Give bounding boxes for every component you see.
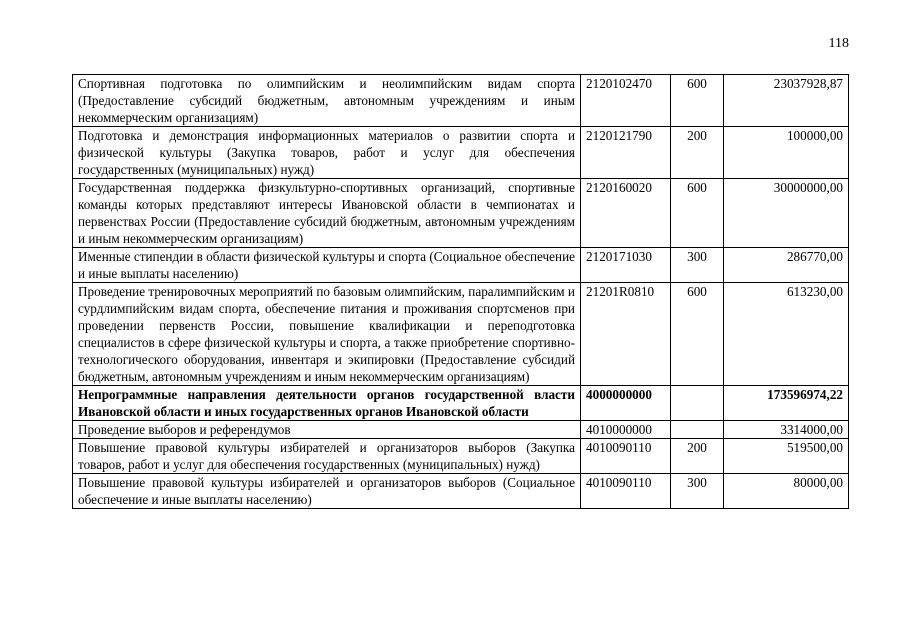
table-row [73, 439, 849, 474]
expense-type-cell [671, 421, 724, 439]
target-code-cell: 4010090110 [581, 439, 671, 474]
expense-type-cell: 600 [671, 75, 724, 127]
expense-type-cell: 600 [671, 283, 724, 386]
expenditure-name-cell: Спортивная подготовка по олимпийским и неолимпийским видам спорта (Предоставление субсидий бюджетным, автономным учреждениям и иным некоммерческим организациям) [73, 75, 581, 127]
amount-cell: 173596974,22 [724, 386, 849, 421]
amount-cell: 3314000,00 [724, 421, 849, 439]
table-row [73, 421, 849, 439]
amount-cell: 100000,00 [724, 127, 849, 179]
target-code-cell: 4000000000 [581, 386, 671, 421]
expenditure-name-cell: Государственная поддержка физкультурно-спортивных организаций, спортивные команды которых представляют интересы Ивановской области в чемпионатах и первенствах России (Предоставление субсидий бюджетным, автономным учреждениям и иным некоммерческим организациям) [73, 179, 581, 248]
expenditure-name-cell: Проведение выборов и референдумов [73, 421, 581, 439]
amount-cell: 80000,00 [724, 474, 849, 509]
expense-type-cell: 600 [671, 179, 724, 248]
amount-cell: 30000000,00 [724, 179, 849, 248]
expenditure-name-cell: Именные стипендии в области физической культуры и спорта (Социальное обеспечение и иные выплаты населению) [73, 248, 581, 283]
budget-table [72, 74, 849, 509]
table-row [73, 75, 849, 127]
amount-cell: 613230,00 [724, 283, 849, 386]
table-row-section-total [73, 386, 849, 421]
expense-type-cell [671, 386, 724, 421]
target-code-cell: 4010090110 [581, 474, 671, 509]
page-number: 118 [828, 36, 849, 51]
expense-type-cell: 200 [671, 439, 724, 474]
expense-type-cell: 300 [671, 248, 724, 283]
expenditure-name-cell: Проведение тренировочных мероприятий по базовым олимпийским, паралимпийским и сурдлимпийским видам спорта, обеспечение питания и проживания спортсменов при проведении первенств России, повышение квалификации и переподготовка специалистов в сфере физической культуры и спорта, а также приобретение спортивно-технологического оборудования, инвентаря и экипировки (Предоставление субсидий бюджетным, автономным учреждениям и иным некоммерческим организациям) [73, 283, 581, 386]
table-row [73, 127, 849, 179]
target-code-cell: 2120102470 [581, 75, 671, 127]
table-row [73, 474, 849, 509]
target-code-cell: 4010000000 [581, 421, 671, 439]
target-code-cell: 21201R0810 [581, 283, 671, 386]
expense-type-cell: 200 [671, 127, 724, 179]
expenditure-name-cell: Повышение правовой культуры избирателей и организаторов выборов (Социальное обеспечение и иные выплаты населению) [73, 474, 581, 509]
amount-cell: 519500,00 [724, 439, 849, 474]
expense-type-cell: 300 [671, 474, 724, 509]
amount-cell: 23037928,87 [724, 75, 849, 127]
amount-cell: 286770,00 [724, 248, 849, 283]
expenditure-name-cell: Повышение правовой культуры избирателей и организаторов выборов (Закупка товаров, работ и услуг для обеспечения государственных (муниципальных) нужд) [73, 439, 581, 474]
budget-table-body [73, 75, 849, 509]
table-row [73, 179, 849, 248]
target-code-cell: 2120121790 [581, 127, 671, 179]
table-row [73, 248, 849, 283]
expenditure-name-cell: Непрограммные направления деятельности органов государственной власти Ивановской области и иных государственных органов Ивановской области [73, 386, 581, 421]
table-row [73, 283, 849, 386]
target-code-cell: 2120160020 [581, 179, 671, 248]
target-code-cell: 2120171030 [581, 248, 671, 283]
expenditure-name-cell: Подготовка и демонстрация информационных материалов о развитии спорта и физической культуры (Закупка товаров, работ и услуг для обеспечения государственных (муниципальных) нужд) [73, 127, 581, 179]
